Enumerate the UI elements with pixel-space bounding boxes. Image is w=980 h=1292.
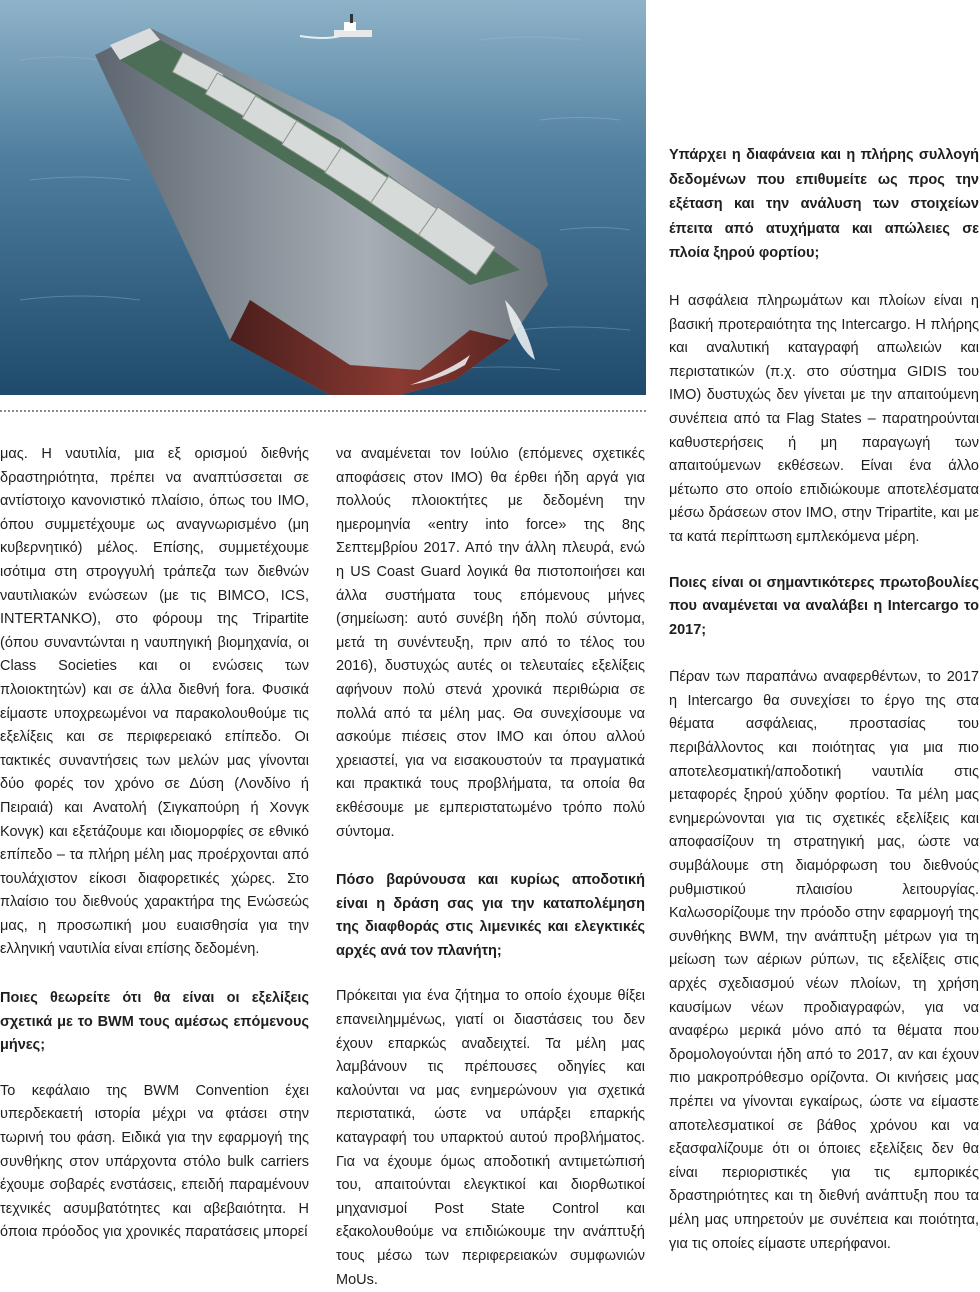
col2-question-1: Πόσο βαρύνουσα και κυρίως αποδοτική είναι η δράση σας για την καταπολέμηση της διαφθοράς στις λιμενικές και ελεγκτικές αρχές ανά τον πλανήτη; — [336, 872, 645, 959]
article-column-1 — [0, 443, 309, 1245]
article-column-2 — [336, 443, 645, 1292]
col1-paragraph-1: μας. Η ναυτιλία, μια εξ ορισμού διεθνής δραστηριότητα, πρέπει να αναπτύσσεται σε αντίστοιχο κανονιστικό πλαίσιο, όπως του IMO, όπου συμμετέχουμε ως αναγνωρισμένο (μη κυβερνητικό) μέλος. Επίσης, συμμετέχουμε ισότιμα στη στρογγυλή τράπεζα των διεθνών ναυτιλιακών ενώσεων (με τις BIMCO, ICS, INTERTANKO), στο φόρουμ της Tripartite (όπου συναντώνται η ναυπηγική βιομηχανία, οι Class Societies και οι ενώσεις των πλοιοκτητών) και σε άλλα διεθνή fora. Φυσικά είμαστε υποχρεωμένοι να παρακολουθούμε τις εξελίξεις και σε περιφερειακό επίπεδο. Οι τακτικές συναντήσεις των μελών μας γίνονται δύο φορές τον χρόνο σε Δύση (Λονδίνο ή Πειραιά) και Ανατολή (Σιγκαπούρη ή Χονγκ Κονγκ) και εξετάζουμε και ιδιομορφίες σε εθνικό επίπεδο – τα πλήρη μέλη μας προέρχονται από τουλάχιστον είκοσι διαφορετικές χώρες. Στο πλαίσιο του διεθνούς χαρακτήρα της Ενώσεώς μας, η προσωπική μου ευαισθησία για την ελληνική ναυτιλία είναι επίσης δεδομένη. — [0, 446, 309, 958]
col3-paragraph-2: Πέραν των παραπάνω αναφερθέντων, το 2017 η Intercargo θα συνεχίσει το έργο της στα θέματα ασφάλειας, προστασίας του περιβάλλοντος και ποιότητας για μια πιο αποτελεσματική/αποδοτική ναυτιλία στις μεταφορές ξηρού χύδην φορτίου. Τα μέλη μας ενημερώνονται για τις σχετικές εξελίξεις και αποφασίζουν τη στρατηγική μας, ώστε να συμβάλουμε στη διαμόρφωση του διεθνούς ρυθμιστικού πλαισίου λειτουργίας. Καλωσορίζουμε την πρόοδο στην εφαρμογή της συνθήκης BWM, την ανάπτυξη μέτρων για τη μείωση των αέριων ρύπων, τις εξελίξεις στις αρχές σχεδιασμού νέων πλοίων, τη χρήση καυσίμων νέων προδιαγραφών, για να αναφέρω μερικά μόνο από τα θέματα που δρομολογούνται ήδη από το 2017, αν και έχουν πιο μακροπρόθεσμο ορίζοντα. Οι κινήσεις μας πρέπει να γίνονται εγκαίρως, ώστε να είμαστε αποτελεσματικοί σε βάθος χρόνου και να εξασφαλίζουμε ότι οι όποιες εξελίξεις δεν θα είναι περιοριστικές για τις εμπορικές δραστηριότητες και τη διεθνή ανάπτυξη που τα μέλη μας υπηρετούν με συνέπεια και ποιότητα, για τις οποίες είμαστε υπερήφανοι. — [669, 669, 979, 1252]
col3-paragraph-1: Η ασφάλεια πληρωμάτων και πλοίων είναι η βασική προτεραιότητα της Intercargo. Η πλήρης και αναλυτική καταγραφή απωλειών και περιστατικών (π.χ. στο σύστημα GIDIS του IMO) δυστυχώς δεν γίνεται με την απαιτούμενη συνέπεια από τα Flag States – παρατηρούνται καθυστερήσεις ή μη παραγωγή των απαιτούμενων εκθέσεων. Είναι ένα άλλο μέτωπο στο οποίο επιδιώκουμε αποτελέσματα μέσω δράσεων στον IMO, στην Tripartite, και με τα κατά περίπτωση εμπλεκόμενα μέρη. — [669, 292, 979, 545]
ship-photo — [0, 0, 646, 395]
bulk-carrier-illustration — [0, 0, 646, 395]
col1-question-1: Ποιες θεωρείτε ότι θα είναι οι εξελίξεις σχετικά με το BWM τους αμέσως επόμενους μήνες; — [0, 990, 309, 1054]
col3-question-1: Ποιες είναι οι σημαντικότερες πρωτοβουλίες που αναμένεται να αναλάβει η Intercargo το 2017; — [669, 574, 979, 638]
callout-question: Υπάρχει η διαφάνεια και η πλήρης συλλογή δεδομένων που επιθυμείτε ως προς την εξέταση και την ανάλυση των στοιχείων έπειτα από ατυχήματα και απώλειες σε πλοία ξηρού φορτίου; — [669, 147, 979, 262]
col2-paragraph-2: Πρόκειται για ένα ζήτημα το οποίο έχουμε θίξει επανειλημμένως, γιατί οι διαστάσεις του δεν έχουν επαρκώς αναδειχτεί. Τα μέλη μας λαμβάνουν τις πρέπουσες οδηγίες και καλούνται να μας ενημερώνουν για σχετικά περιστατικά, ώστε να υπάρξει επαρκής καταγραφή του υπαρκτού αυτού προβλήματος. Για να έχουμε όμως αποδοτική αντιμετώπισή του, απαιτούνται ελεγκτικοί και διορθωτικοί μηχανισμοί Post State Control και εξακολουθούμε να επιδιώκουμε την ανάπτυξή τους μέσω των περιφερειακών συμφωνιών MoUs. — [336, 988, 645, 1288]
dotted-divider — [0, 410, 646, 412]
article-column-3 — [669, 143, 979, 1256]
col2-paragraph-1: να αναμένεται τον Ιούλιο (επόμενες σχετικές αποφάσεις στον IMO) θα έρθει ήδη αργά για πολλούς πλοιοκτήτες με δεδομένη την ημερομηνία «entry into force» της 8ης Σεπτεμβρίου 2017. Από την άλλη πλευρά, ενώ η US Coast Guard λογικά θα πιστοποιήσει και άλλα συστήματα τους επόμενους μήνες (σημείωση: αυτό συνέβη ήδη πολύ σύντομα, μετά τη συνέντευξη, πριν από το τέλος του 2016), δυστυχώς αυτές οι τελευταίες εξελίξεις αφήνουν πολύ στενά χρονικά περιθώρια σε πολλά από τα μέλη μας. Θα συνεχίσουμε να ασκούμε πιέσεις στον IMO και όπου αλλού χρειαστεί, για να εισακουστούν τα πραγματικά και πρακτικά τους προβλήματα, τα οποία θα εκθέσουμε με εμπεριστατωμένο τρόπο πολύ σύντομα. — [336, 446, 645, 840]
col1-paragraph-2: Το κεφάλαιο της BWM Convention έχει υπερδεκαετή ιστορία μέχρι να φτάσει στην τωρινή του φάση. Ειδικά για την εφαρμογή της συνθήκης στον υπάρχοντα στόλο bulk carriers έχουμε σοβαρές ενστάσεις, επειδή παραμένουν τεχνικές ασυμβατότητες και αβεβαιότητα. Η όποια πρόοδος για χρονικές παρατάσεις μπορεί — [0, 1082, 309, 1241]
